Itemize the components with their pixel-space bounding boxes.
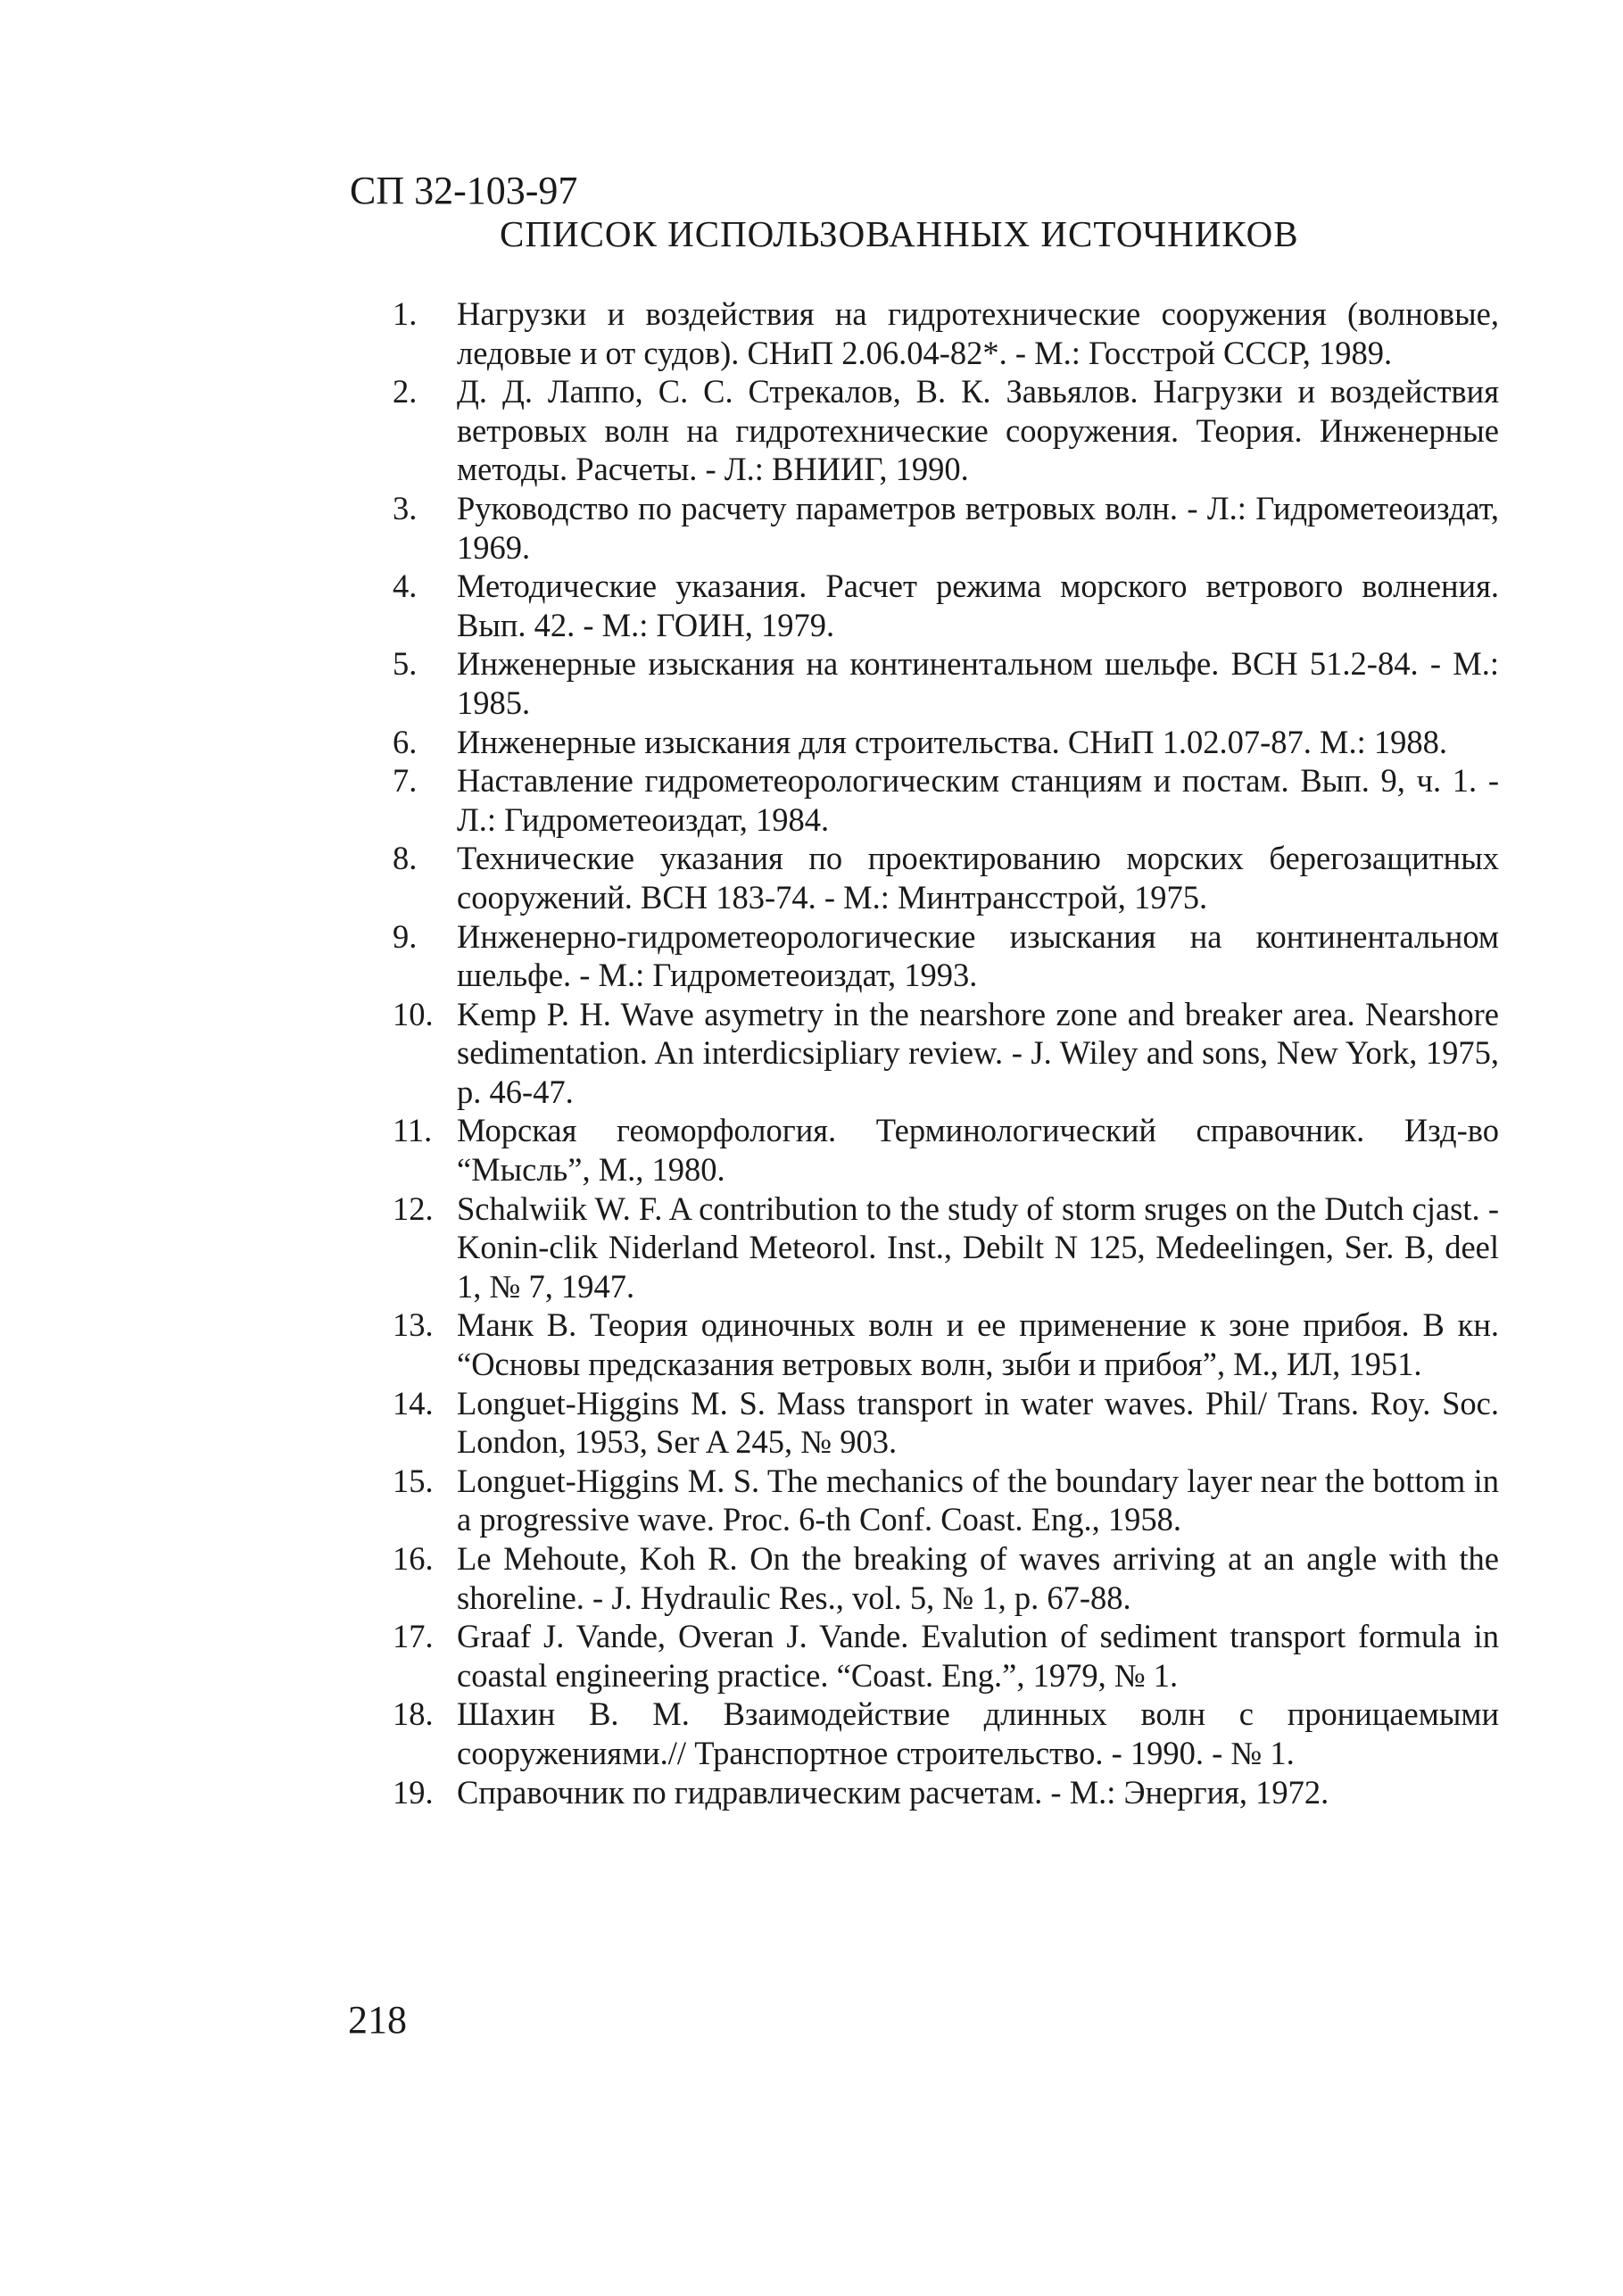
reference-number: 10.: [393, 995, 434, 1032]
reference-number: 12.: [393, 1189, 434, 1227]
reference-text: Технические указания по проектированию морских берегозащитных сооружений. ВСН 183-74. - М.: Минтрансстрой, 1975.: [457, 840, 1499, 916]
reference-item: [393, 1773, 1499, 1812]
reference-number: 18.: [393, 1695, 434, 1733]
reference-number: 8.: [393, 840, 418, 877]
reference-text: Инженерно-гидрометеорологические изыскания на континентальном шельфе. - М.: Гидрометеоиздат, 1993.: [457, 917, 1499, 994]
reference-item: [393, 723, 1499, 762]
reference-text: Справочник по гидравлическим расчетам. - М.: Энергия, 1972.: [457, 1773, 1329, 1811]
reference-item: [393, 644, 1499, 722]
reference-item: [393, 1189, 1499, 1306]
reference-text: Наставление гидрометеорологическим станциям и постам. Вып. 9, ч. 1. - Л.: Гидрометеоиздат, 1984.: [457, 762, 1499, 838]
page-title: СПИСОК ИСПОЛЬЗОВАННЫХ ИСТОЧНИКОВ: [500, 213, 1299, 254]
reference-item: [393, 489, 1499, 567]
reference-number: 19.: [393, 1773, 434, 1811]
reference-item: [393, 761, 1499, 839]
reference-item: [393, 1305, 1499, 1383]
reference-text: Инженерные изыскания для строительства. СНиП 1.02.07-87. М.: 1988.: [457, 723, 1448, 760]
reference-item: [393, 1539, 1499, 1617]
reference-number: 4.: [393, 568, 418, 605]
reference-number: 9.: [393, 917, 418, 955]
reference-number: 11.: [393, 1112, 433, 1149]
reference-number: 17.: [393, 1618, 434, 1655]
reference-number: 15.: [393, 1462, 434, 1499]
reference-item: [393, 839, 1499, 916]
reference-text: Graaf J. Vande, Overan J. Vande. Evalution of sediment transport formula in coastal engineering practice. “Coast. Eng.”, 1979, № 1.: [457, 1618, 1499, 1694]
reference-number: 3.: [393, 489, 418, 526]
reference-text: Шахин В. М. Взаимодействие длинных волн с проницаемыми сооружениями.// Транспортное строительство. - 1990. - № 1.: [457, 1695, 1499, 1771]
reference-item: [393, 1384, 1499, 1462]
reference-number: 14.: [393, 1384, 434, 1422]
reference-text: Методические указания. Расчет режима морского ветрового волнения. Вып. 42. - М.: ГОИН, 1979.: [457, 568, 1499, 643]
reference-text: Longuet-Higgins M. S. Mass transport in water waves. Phil/ Trans. Roy. Soc. London, 1953, Ser A 245, № 903.: [457, 1384, 1499, 1461]
reference-text: Нагрузки и воздействия на гидротехнические сооружения (волновые, ледовые и от судов). СНиП 2.06.04-82*. - М.: Госстрой СССР, 1989.: [457, 295, 1499, 371]
reference-text: Le Mehoute, Koh R. On the breaking of waves arriving at an angle with the shoreline. - J. Hydraulic Res., vol. 5, № 1, p. 67-88.: [457, 1540, 1499, 1616]
reference-number: 16.: [393, 1540, 434, 1577]
reference-item: [393, 294, 1499, 372]
reference-item: [393, 567, 1499, 644]
reference-text: Д. Д. Лаппо, С. С. Стрекалов, В. К. Завьялов. Нагрузки и воздействия ветровых волн на гидротехнические сооружения. Теория. Инженерные методы. Расчеты. - Л.: ВНИИГ, 1990.: [457, 373, 1499, 488]
page-number: 218: [348, 1998, 407, 2042]
reference-item: [393, 1111, 1499, 1189]
reference-number: 13.: [393, 1306, 434, 1344]
reference-text: Schalwiik W. F. A contribution to the study of storm sruges on the Dutch cjast. - Konin-clik Niderland Meteorol. Inst., Debilt N 125, Medeelingen, Ser. B, deel 1, № 7, 1947.: [457, 1189, 1499, 1305]
reference-item: [393, 995, 1499, 1112]
reference-item: [393, 917, 1499, 995]
reference-item: [393, 1695, 1499, 1772]
document-code: СП 32-103-97: [350, 169, 578, 212]
reference-text: Инженерные изыскания на континентальном шельфе. ВСН 51.2-84. - М.: 1985.: [457, 645, 1499, 721]
reference-text: Руководство по расчету параметров ветровых волн. - Л.: Гидрометеоиздат, 1969.: [457, 489, 1499, 566]
reference-item: [393, 372, 1499, 489]
reference-text: Морская геоморфология. Терминологический справочник. Изд-во “Мысль”, М., 1980.: [457, 1112, 1499, 1189]
reference-text: Longuet-Higgins M. S. The mechanics of the boundary layer near the bottom in a progressive wave. Proc. 6-th Conf. Coast. Eng., 1958.: [457, 1462, 1499, 1538]
reference-item: [393, 1617, 1499, 1695]
reference-number: 5.: [393, 645, 418, 683]
reference-text: Kemp P. H. Wave asymetry in the nearshore zone and breaker area. Nearshore sedimentation. An interdicsipliary review. - J. Wiley and sons, New York, 1975, p. 46-47.: [457, 995, 1499, 1110]
reference-item: [393, 1462, 1499, 1539]
reference-text: Манк В. Теория одиночных волн и ее применение к зоне прибоя. В кн. “Основы предсказания ветровых волн, зыби и прибоя”, М., ИЛ, 1951.: [457, 1306, 1499, 1383]
reference-number: 6.: [393, 723, 418, 760]
reference-number: 7.: [393, 762, 418, 800]
reference-number: 1.: [393, 295, 418, 332]
references-list: [393, 294, 1499, 1811]
reference-number: 2.: [393, 373, 418, 410]
